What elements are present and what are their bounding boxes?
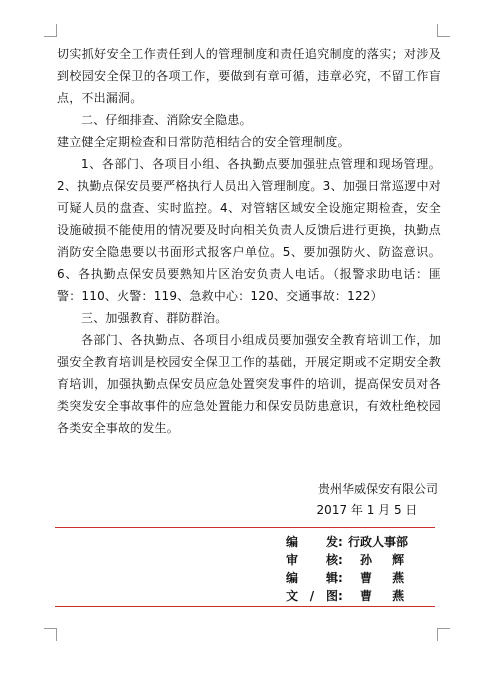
signature-company: 贵州华威保安有限公司 xyxy=(317,482,438,496)
paragraph-education: 各部门、各执勤点、各项目小组成员要加强安全教育培训工作，加强安全教育培训是校园安全保卫工作的基础，开展定期或不定期安全教育培训，加强执勤点保安员应急处置突发事件的培训，提高保安员对各类突发安全事故事件的应急处置能力和保安员防患意识，有效杜绝校园各类安全事故的发生。 xyxy=(57,333,441,435)
meta-row-reviewer xyxy=(280,551,430,569)
meta-label: 编 发 xyxy=(286,535,338,549)
crop-mark-bottom-right xyxy=(437,628,450,641)
meta-colon: : xyxy=(338,553,343,567)
meta-colon: : xyxy=(338,571,343,585)
section-heading-2: 二、仔细排查、消除安全隐患。 xyxy=(81,113,252,127)
meta-value: 行政人事部 xyxy=(348,535,409,549)
meta-value: 孙 辉 xyxy=(360,553,413,567)
body-text xyxy=(57,43,441,439)
crop-mark-bottom-left xyxy=(44,628,57,641)
meta-colon: : xyxy=(338,535,343,549)
meta-colon: : xyxy=(338,589,343,603)
paragraph-safety-system: 建立健全定期检查和日常防范相结合的安全管理制度。 xyxy=(57,135,350,149)
divider-top xyxy=(55,527,435,528)
publication-meta xyxy=(280,533,430,605)
meta-label: 文/图 xyxy=(286,589,338,603)
crop-mark-top-right xyxy=(437,24,450,37)
meta-row-publisher xyxy=(280,533,430,551)
paragraph-measures-list: 1、各部门、各项目小组、各执勤点要加强驻点管理和现场管理。2、执勤点保安员要严格执行人员出入管理制度。3、加强日常巡逻中对可疑人员的盘查、实时监控。4、对管辖区域安全设施定期检查，安全设施破损不能使用的情况要及时向相关负责人反馈后进行更换，执勤点消防安全隐患要以书面形式报客户单位。5、要加强防火、防盗意识。6、各执勤点保安员要熟知片区治安负责人电话。（报警求助电话：匪警：110、火警：119、急救中心：120、交通事故：122） xyxy=(57,157,441,303)
meta-label: 审 核 xyxy=(286,553,338,567)
meta-value: 曹 燕 xyxy=(360,571,413,585)
crop-mark-top-left xyxy=(44,24,57,37)
divider-bottom xyxy=(55,606,435,607)
meta-value: 曹 燕 xyxy=(360,589,413,603)
section-heading-3: 三、加强教育、群防群治。 xyxy=(81,311,228,325)
meta-row-editor xyxy=(280,569,430,587)
meta-label: 编 辑 xyxy=(286,571,338,585)
signature-date: 2017 年 1 月 5 日 xyxy=(316,503,418,517)
paragraph-continuation: 切实抓好安全工作责任到人的管理制度和责任追究制度的落实；对涉及到校园安全保卫的各项工作，要做到有章可循，违章必究，不留工作盲点，不出漏洞。 xyxy=(57,47,441,105)
meta-row-author xyxy=(280,587,430,605)
